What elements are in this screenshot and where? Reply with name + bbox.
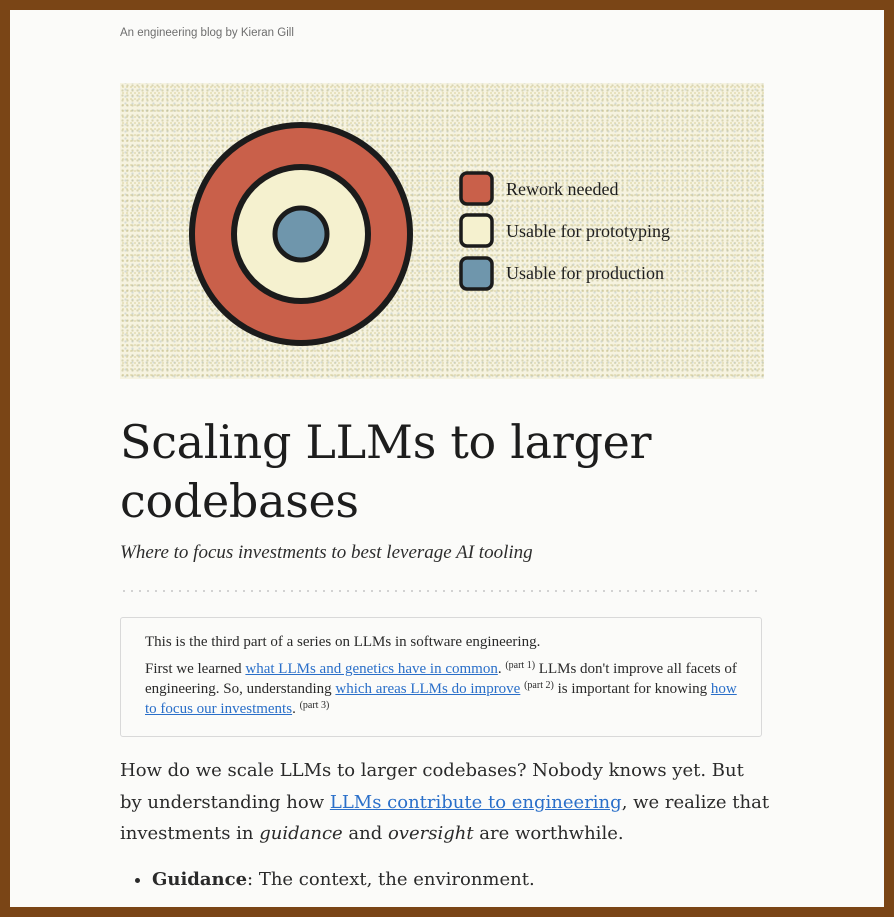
investment-list — [120, 865, 535, 895]
hero-image — [120, 83, 764, 379]
legend-swatch-rework — [461, 173, 492, 204]
section-divider — [120, 590, 760, 592]
callout-text: . — [497, 661, 506, 677]
legend-label-rework: Rework needed — [506, 179, 619, 199]
callout-text: First we learned — [145, 661, 246, 677]
body-text: and — [342, 823, 388, 844]
link-llms-contribute[interactable]: LLMs contribute to engineering — [329, 791, 622, 813]
target-diagram — [120, 83, 764, 379]
legend-label-production: Usable for production — [506, 263, 664, 283]
emphasis-guidance: guidance — [259, 823, 343, 844]
article-title: Scaling LLMs to larger codebases — [120, 415, 652, 528]
part-1-note: (part 1) — [505, 660, 536, 671]
link-part-3[interactable]: how to focus our investments — [145, 681, 737, 717]
intro-paragraph — [120, 755, 770, 850]
callout-text: LLMs don't improve all facets of engineering. So, understanding — [145, 661, 737, 697]
page — [10, 10, 884, 907]
callout-series-links — [145, 659, 737, 719]
emphasis-oversight: oversight — [387, 823, 474, 844]
callout-text: is important for knowing — [553, 681, 711, 697]
list-item-guidance — [152, 865, 535, 895]
part-2-note: (part 2) — [524, 680, 554, 691]
series-callout — [120, 617, 762, 737]
list-item-desc: : The context, the environment. — [247, 869, 535, 890]
legend-swatch-prototyping — [461, 215, 492, 246]
link-part-2[interactable]: which areas LLMs do improve — [335, 681, 521, 697]
link-part-1[interactable]: what LLMs and genetics have in common — [245, 661, 498, 677]
inner-circle-production — [275, 208, 327, 260]
legend-label-prototyping: Usable for prototyping — [506, 221, 670, 241]
body-text: How do we scale LLMs to larger codebases? Nobody knows yet. But by understanding how — [120, 760, 744, 813]
blog-byline[interactable]: An engineering blog by Kieran Gill — [120, 27, 294, 39]
legend-swatch-production — [461, 258, 492, 289]
article-subtitle: Where to focus investments to best leverage AI tooling — [120, 542, 533, 563]
body-text: are worthwhile. — [473, 823, 624, 844]
callout-intro: This is the third part of a series on LLMs in software engineering. — [145, 634, 541, 650]
list-item-term: Guidance — [152, 869, 248, 890]
callout-text: . — [292, 701, 296, 717]
part-3-note: (part 3) — [299, 700, 330, 711]
body-text: , we realize that investments in — [120, 791, 770, 844]
